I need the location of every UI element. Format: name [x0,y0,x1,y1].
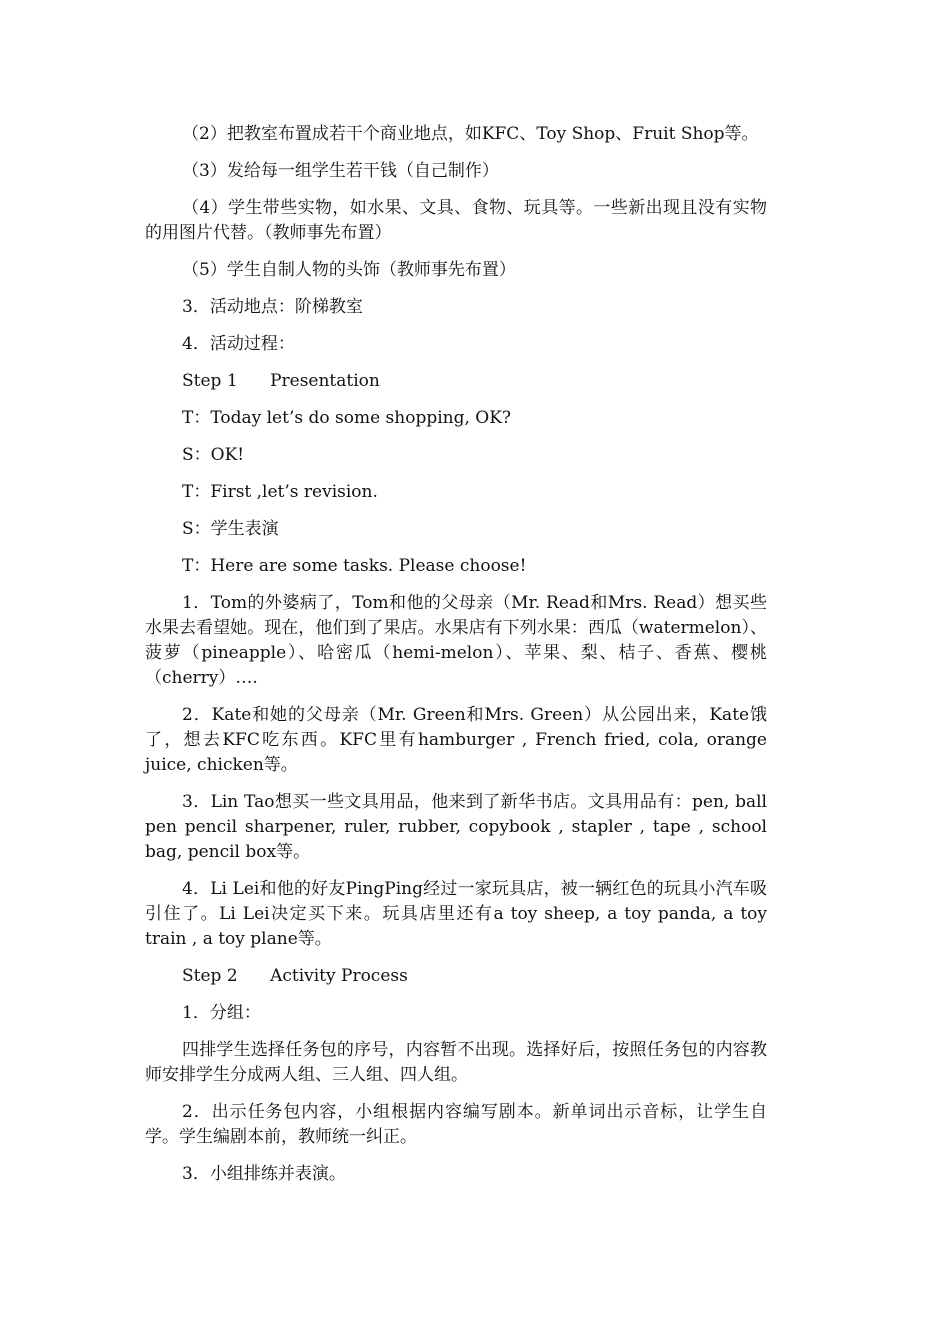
step-1-heading: Step 1 Presentation [182,371,380,391]
process-grouping: 1．分组： [182,1003,261,1023]
paragraph-setup-5: （5）学生自制人物的头饰（教师事先布置） [182,260,516,280]
dialogue-line: T：First ,let’s revision. [182,482,378,502]
process-script: 2．出示任务包内容，小组根据内容编写剧本。新单词出示音标，让学生自学。学生编剧本前，教师统一纠正。 [145,1102,767,1147]
task-3: 3．Lin Tao想买一些文具用品，他来到了新华书店。文具用品有：pen, ball pen pencil sharpener, ruler, rubber, copybook , stapler , tape , school bag, pencil box等。 [145,792,773,862]
step-2-heading: Step 2 Activity Process [182,966,408,986]
paragraph-location: 3．活动地点：阶梯教室 [182,297,363,317]
paragraph-process-heading: 4．活动过程： [182,334,295,354]
paragraph-setup-3: （3）发给每一组学生若干钱（自己制作） [182,161,499,181]
paragraph-setup-2: （2）把教室布置成若干个商业地点，如KFC、Toy Shop、Fruit Shop等。 [182,124,759,144]
task-2: 2．Kate和她的父母亲（Mr. Green和Mrs. Green）从公园出来，Kate饿了，想去KFC吃东西。KFC里有hamburger , French fried, cola, orange juice, chicken等。 [145,705,773,775]
task-4: 4．Li Lei和他的好友PingPing经过一家玩具店，被一辆红色的玩具小汽车吸引住了。Li Lei决定买下来。玩具店里还有a toy sheep, a toy panda, a toy train , a toy plane等。 [145,879,773,949]
paragraph-setup-4: （4）学生带些实物，如水果、文具、食物、玩具等。一些新出现且没有实物的用图片代替。（教师事先布置） [145,198,767,243]
dialogue-line: T：Here are some tasks. Please choose! [182,556,527,576]
document-body [145,122,773,1199]
task-1: 1．Tom的外婆病了，Tom和他的父母亲（Mr. Read和Mrs. Read）想买些水果去看望她。现在，他们到了果店。水果店有下列水果：西瓜（watermelon）、菠萝（pineapple）、哈密瓜（hemi-melon）、苹果、梨、桔子、香蕉、樱桃（cherry）…. [145,593,767,688]
dialogue-line: T：Today let’s do some shopping, OK? [182,408,512,428]
process-rehearse: 3．小组排练并表演。 [182,1164,346,1184]
dialogue-line: S：OK! [182,445,245,465]
dialogue-line: S：学生表演 [182,519,279,539]
process-grouping-detail: 四排学生选择任务包的序号，内容暂不出现。选择好后，按照任务包的内容教师安排学生分成两人组、三人组、四人组。 [145,1040,767,1085]
